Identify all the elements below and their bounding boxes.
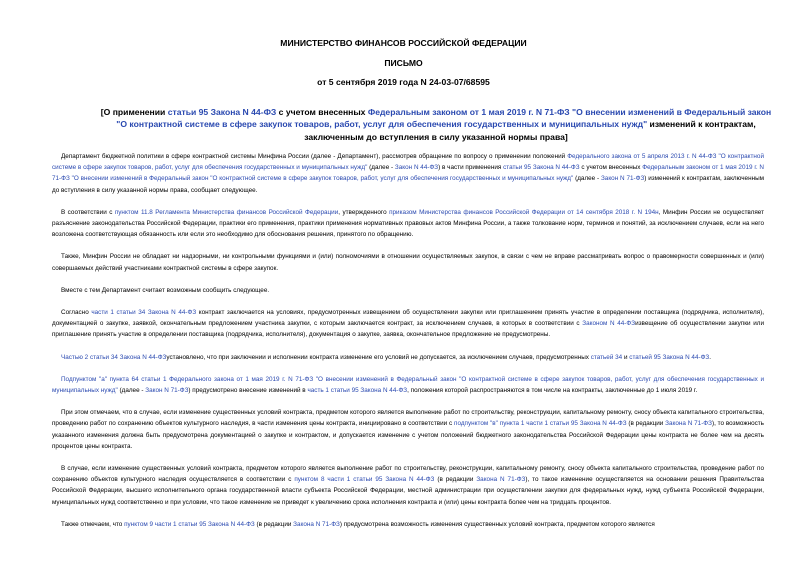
link-law-44fz[interactable]: Федерального закона от 5 апреля 2013 г. N 44-ФЗ "О контрактной системе в сфере закупок товаров, работ, услуг для обеспечения государственных и муниципальных нужд" (52, 153, 764, 172)
title-text: с учетом внесенных (276, 107, 368, 117)
text: ), то такое изменение осуществляется на основании решения Правительства Российской Федерации, высшего исполнительного органа государственной власти субъекта Российской Федерации, местной администрации при осуществлении закупки для федеральных нужд, нужд субъекта Российской Федерации, муниципальных нужд соответственно и при условии, что такое изменение не приведет к увеличению срока исполнения контракта и (или) цены контракта более чем на тридцать процентов. (52, 476, 764, 506)
title-link-law-71fz[interactable]: Федеральным законом от 1 мая 2019 г. N 71-ФЗ "О внесении изменений в Федеральный закон "О контрактной системе в сфере закупок товаров, работ, услуг для обеспечения государственных и муниципальных нужд" (116, 107, 772, 130)
link-law-44fz-short[interactable]: Закон N 44-ФЗ (394, 164, 439, 172)
paragraph-6 (52, 352, 764, 363)
text: Вместе с тем Департамент считает возможным сообщить следующее. (61, 286, 270, 294)
link-regulation-11-8[interactable]: пунктом 11.8 Регламента Министерства финансов Российской Федерации (114, 208, 339, 216)
link-law-71fz[interactable]: Федеральным законом от 1 мая 2019 г. N 71-ФЗ "О внесении изменений в Федеральный закон "О контрактной системе в сфере закупок товаров, работ, услуг для обеспечения государственных и муниципальных нужд" (52, 164, 764, 183)
document-body (52, 151, 764, 530)
text: ) предусмотрено внесение изменений в (188, 387, 308, 395)
link-article-95[interactable]: статьи 95 Закона N 44-ФЗ (503, 164, 580, 172)
link-law-44fz-short[interactable]: Законом N 44-ФЗ (582, 320, 636, 328)
text: (далее - (573, 175, 601, 183)
text: Согласно (61, 309, 92, 317)
link-article-95[interactable]: статьей 95 Закона N 44-ФЗ (629, 353, 710, 361)
document-title (96, 106, 776, 143)
text: (далее - (367, 164, 395, 172)
link-law-71fz-short[interactable]: Закона N 71-ФЗ (476, 476, 526, 484)
text: контракт заключается на условиях, предусмотренных извещением об осуществлении закупки или приглашением принять участие в определении поставщика (подрядчика, исполнителя), документацией о закупке, заявкой, окончательным предложением участника закупки, с которым заключается контракт, за исключением случаев, в которых в соответствии с (52, 309, 765, 328)
paragraph-8 (52, 407, 764, 452)
link-law-71fz-short[interactable]: Закон N 71-ФЗ (145, 387, 189, 395)
link-part-1-article-95[interactable]: часть 1 статьи 95 Закона N 44-ФЗ (307, 387, 408, 395)
text: . (709, 353, 712, 361)
text: В случае, если изменение существенных условий контракта, предметом которого является выполнение работ по строительству, реконструкции, капитальному ремонту, сносу объекта капитального строительства, проведение работ по сохранению объектов культурного наследия осуществляется в соответствии с (52, 465, 764, 484)
text: и (622, 353, 630, 361)
title-text: изменений к контрактам, заключенным до вступления в силу указанной нормы права] (304, 119, 756, 142)
paragraph-2 (52, 207, 764, 241)
text: (далее - (117, 387, 146, 395)
text: (в редакции (254, 520, 294, 528)
paragraph-9 (52, 463, 764, 508)
text: извещение об осуществлении закупки или приглашение принять участие в определении поставщика (подрядчика, исполнителя), документация о закупке, заявка, окончательное предложение не предусмотрены. (52, 320, 764, 339)
text: ), то возможность указанного изменения должна быть предусмотрена документацией о закупке и контрактом, и допускается изменение с учетом положений бюджетного законодательства Российской Федерации цены контракта не более чем на десять процентов цены контракта. (52, 420, 764, 450)
text: Также, Минфин России не обладает ни надзорными, ни контрольными функциями и (или) полномочиями в отношении осуществляемых закупок, в связи с чем не вправе рассматривать вопрос о правомерности совершенных и (или) совершаемых действий участниками контрактной системы в сфере закупок. (52, 253, 764, 272)
text: , положения которой распространяются в том числе на контракты, заключенные до 1 июля 2019 г. (407, 387, 698, 395)
text: ) предусмотрена возможность изменения существенных условий контракта, предметом которого является (339, 520, 655, 528)
paragraph-5 (52, 307, 764, 341)
link-subparagraph-a-item-64[interactable]: Подпунктом "а" пункта 64 статьи 1 Федерального закона от 1 мая 2019 г. N 71-ФЗ "О внесении изменений в Федеральный закон "О контрактной системе в сфере закупок товаров, работ, услуг для обеспечения государственных и муниципальных нужд" (52, 375, 764, 395)
text: При этом отмечаем, что в случае, если изменение существенных условий контракта, предметом которого является выполнение работ по строительству, реконструкции, капитальному ремонту, сносу объекта капитального строительства, проведению работ по сохранению объектов культурного наследия, в части изменения цены контракта, инициировано в соответствии с (52, 409, 764, 428)
text: (в редакции (626, 420, 666, 428)
link-part-1-article-34[interactable]: части 1 статьи 34 Закона N 44-ФЗ (91, 309, 197, 317)
text: установлено, что при заключении и исполнении контракта изменение его условий не допускается, за исключением случаев, предусмотренных (166, 353, 591, 361)
paragraph-3 (52, 251, 764, 273)
link-law-71fz-short[interactable]: Закона N 71-ФЗ (293, 520, 340, 528)
text: с учетом внесенных (579, 164, 643, 172)
text: ) изменений к контрактам, заключенным до вступления в силу указанной нормы права, сообщает следующее. (52, 175, 764, 194)
link-order-194n[interactable]: приказом Министерства финансов Российской Федерации от 14 сентября 2018 г. N 194н (389, 208, 659, 216)
paragraph-1 (52, 151, 764, 196)
title-text: [О применении (100, 107, 168, 117)
text: Также отмечаем, что (61, 520, 125, 528)
document-date-number: от 5 сентября 2019 года N 24-03-07/68595 (317, 77, 490, 87)
title-link-article-95[interactable]: статьи 95 Закона N 44-ФЗ (167, 107, 277, 117)
ministry-heading: МИНИСТЕРСТВО ФИНАНСОВ РОССИЙСКОЙ ФЕДЕРАЦИИ (280, 38, 527, 48)
link-part-2-article-34[interactable]: Частью 2 статьи 34 Закона N 44-ФЗ (61, 353, 167, 361)
text: , утвержденного (338, 208, 390, 216)
link-item-8-article-95[interactable]: пунктом 8 части 1 статьи 95 Закона N 44-ФЗ (294, 476, 435, 484)
paragraph-7 (52, 374, 764, 396)
document-type-heading: ПИСЬМО (384, 58, 423, 68)
link-item-9-article-95[interactable]: пунктом 9 части 1 статьи 95 Закона N 44-ФЗ (124, 520, 255, 528)
link-law-71fz-short[interactable]: Закона N 71-ФЗ (665, 420, 712, 428)
paragraph-4 (52, 285, 764, 296)
text: Департамент бюджетной политики в сфере контрактной системы Минфина России (далее - Департамент), рассмотрев обращение по вопросу о применении положений (61, 153, 568, 160)
text: ) в части применения (438, 164, 504, 172)
link-article-34[interactable]: статьей 34 (590, 353, 623, 361)
paragraph-10 (52, 519, 764, 530)
text: (в редакции (434, 476, 477, 484)
text: , Минфин России не осуществляет разъяснение законодательства Российской Федерации, практики его применения, практики применения нормативных правовых актов Минфина России, а также толкование норм, терминов и понятий, за исключением случаев, если на него возложена соответствующая обязанность или если это необходимо для обоснования решения, принятого по обращению. (52, 208, 764, 239)
link-law-71fz-short[interactable]: Закон N 71-ФЗ (600, 175, 645, 183)
text: В соответствии с (61, 208, 115, 216)
link-subparagraph-v-article-95[interactable]: подпунктом "в" пункта 1 части 1 статьи 95 Закона N 44-ФЗ (454, 420, 627, 428)
